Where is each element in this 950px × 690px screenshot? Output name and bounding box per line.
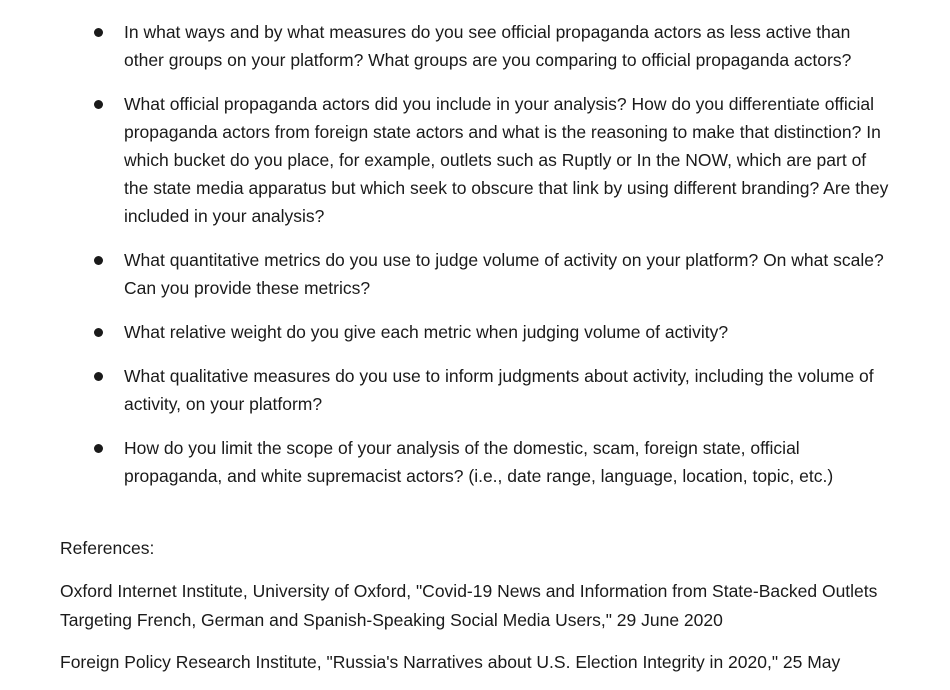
question-text: What official propaganda actors did you include in your analysis? How do you differentiate official propaganda actors from foreign state actors and what is the reasoning to make that distinction? In which bucket do you place, for example, outlets such as Ruptly or In the NOW, which are part of the state media apparatus but which seek to obscure that link by using different branding? Are they included in your analysis? bbox=[124, 94, 889, 226]
bullet-icon bbox=[92, 18, 104, 46]
references-section bbox=[60, 534, 930, 690]
bullet-icon bbox=[92, 90, 104, 118]
question-item bbox=[0, 246, 950, 302]
question-item bbox=[0, 18, 950, 74]
bullet-icon bbox=[92, 434, 104, 462]
bullet-icon bbox=[92, 362, 104, 390]
question-text: What qualitative measures do you use to inform judgments about activity, including the volume of activity, on your platform? bbox=[124, 366, 874, 414]
question-list bbox=[0, 18, 950, 506]
references-heading: References: bbox=[60, 538, 155, 558]
question-item bbox=[0, 90, 950, 230]
question-item bbox=[0, 362, 950, 418]
reference-item: Oxford Internet Institute, University of Oxford, "Covid-19 News and Information from State-Backed Outlets Targeting French, German and Spanish-Speaking Social Media Users," 29 June 2020 bbox=[60, 581, 878, 630]
question-text: What relative weight do you give each metric when judging volume of activity? bbox=[124, 322, 729, 342]
bullet-icon bbox=[92, 318, 104, 346]
question-text: How do you limit the scope of your analysis of the domestic, scam, foreign state, official propaganda, and white supremacist actors? (i.e., date range, language, location, topic, etc.) bbox=[124, 438, 834, 486]
bullet-icon bbox=[92, 246, 104, 274]
question-item bbox=[0, 318, 950, 346]
question-text: What quantitative metrics do you use to judge volume of activity on your platform? On what scale? Can you provide these metrics? bbox=[124, 250, 884, 298]
reference-item: Foreign Policy Research Institute, "Russia's Narratives about U.S. Election Integrity in 2020," 25 May bbox=[60, 652, 841, 672]
question-text: In what ways and by what measures do you see official propaganda actors as less active than other groups on your platform? What groups are you comparing to official propaganda actors? bbox=[124, 22, 852, 70]
question-item bbox=[0, 434, 950, 490]
